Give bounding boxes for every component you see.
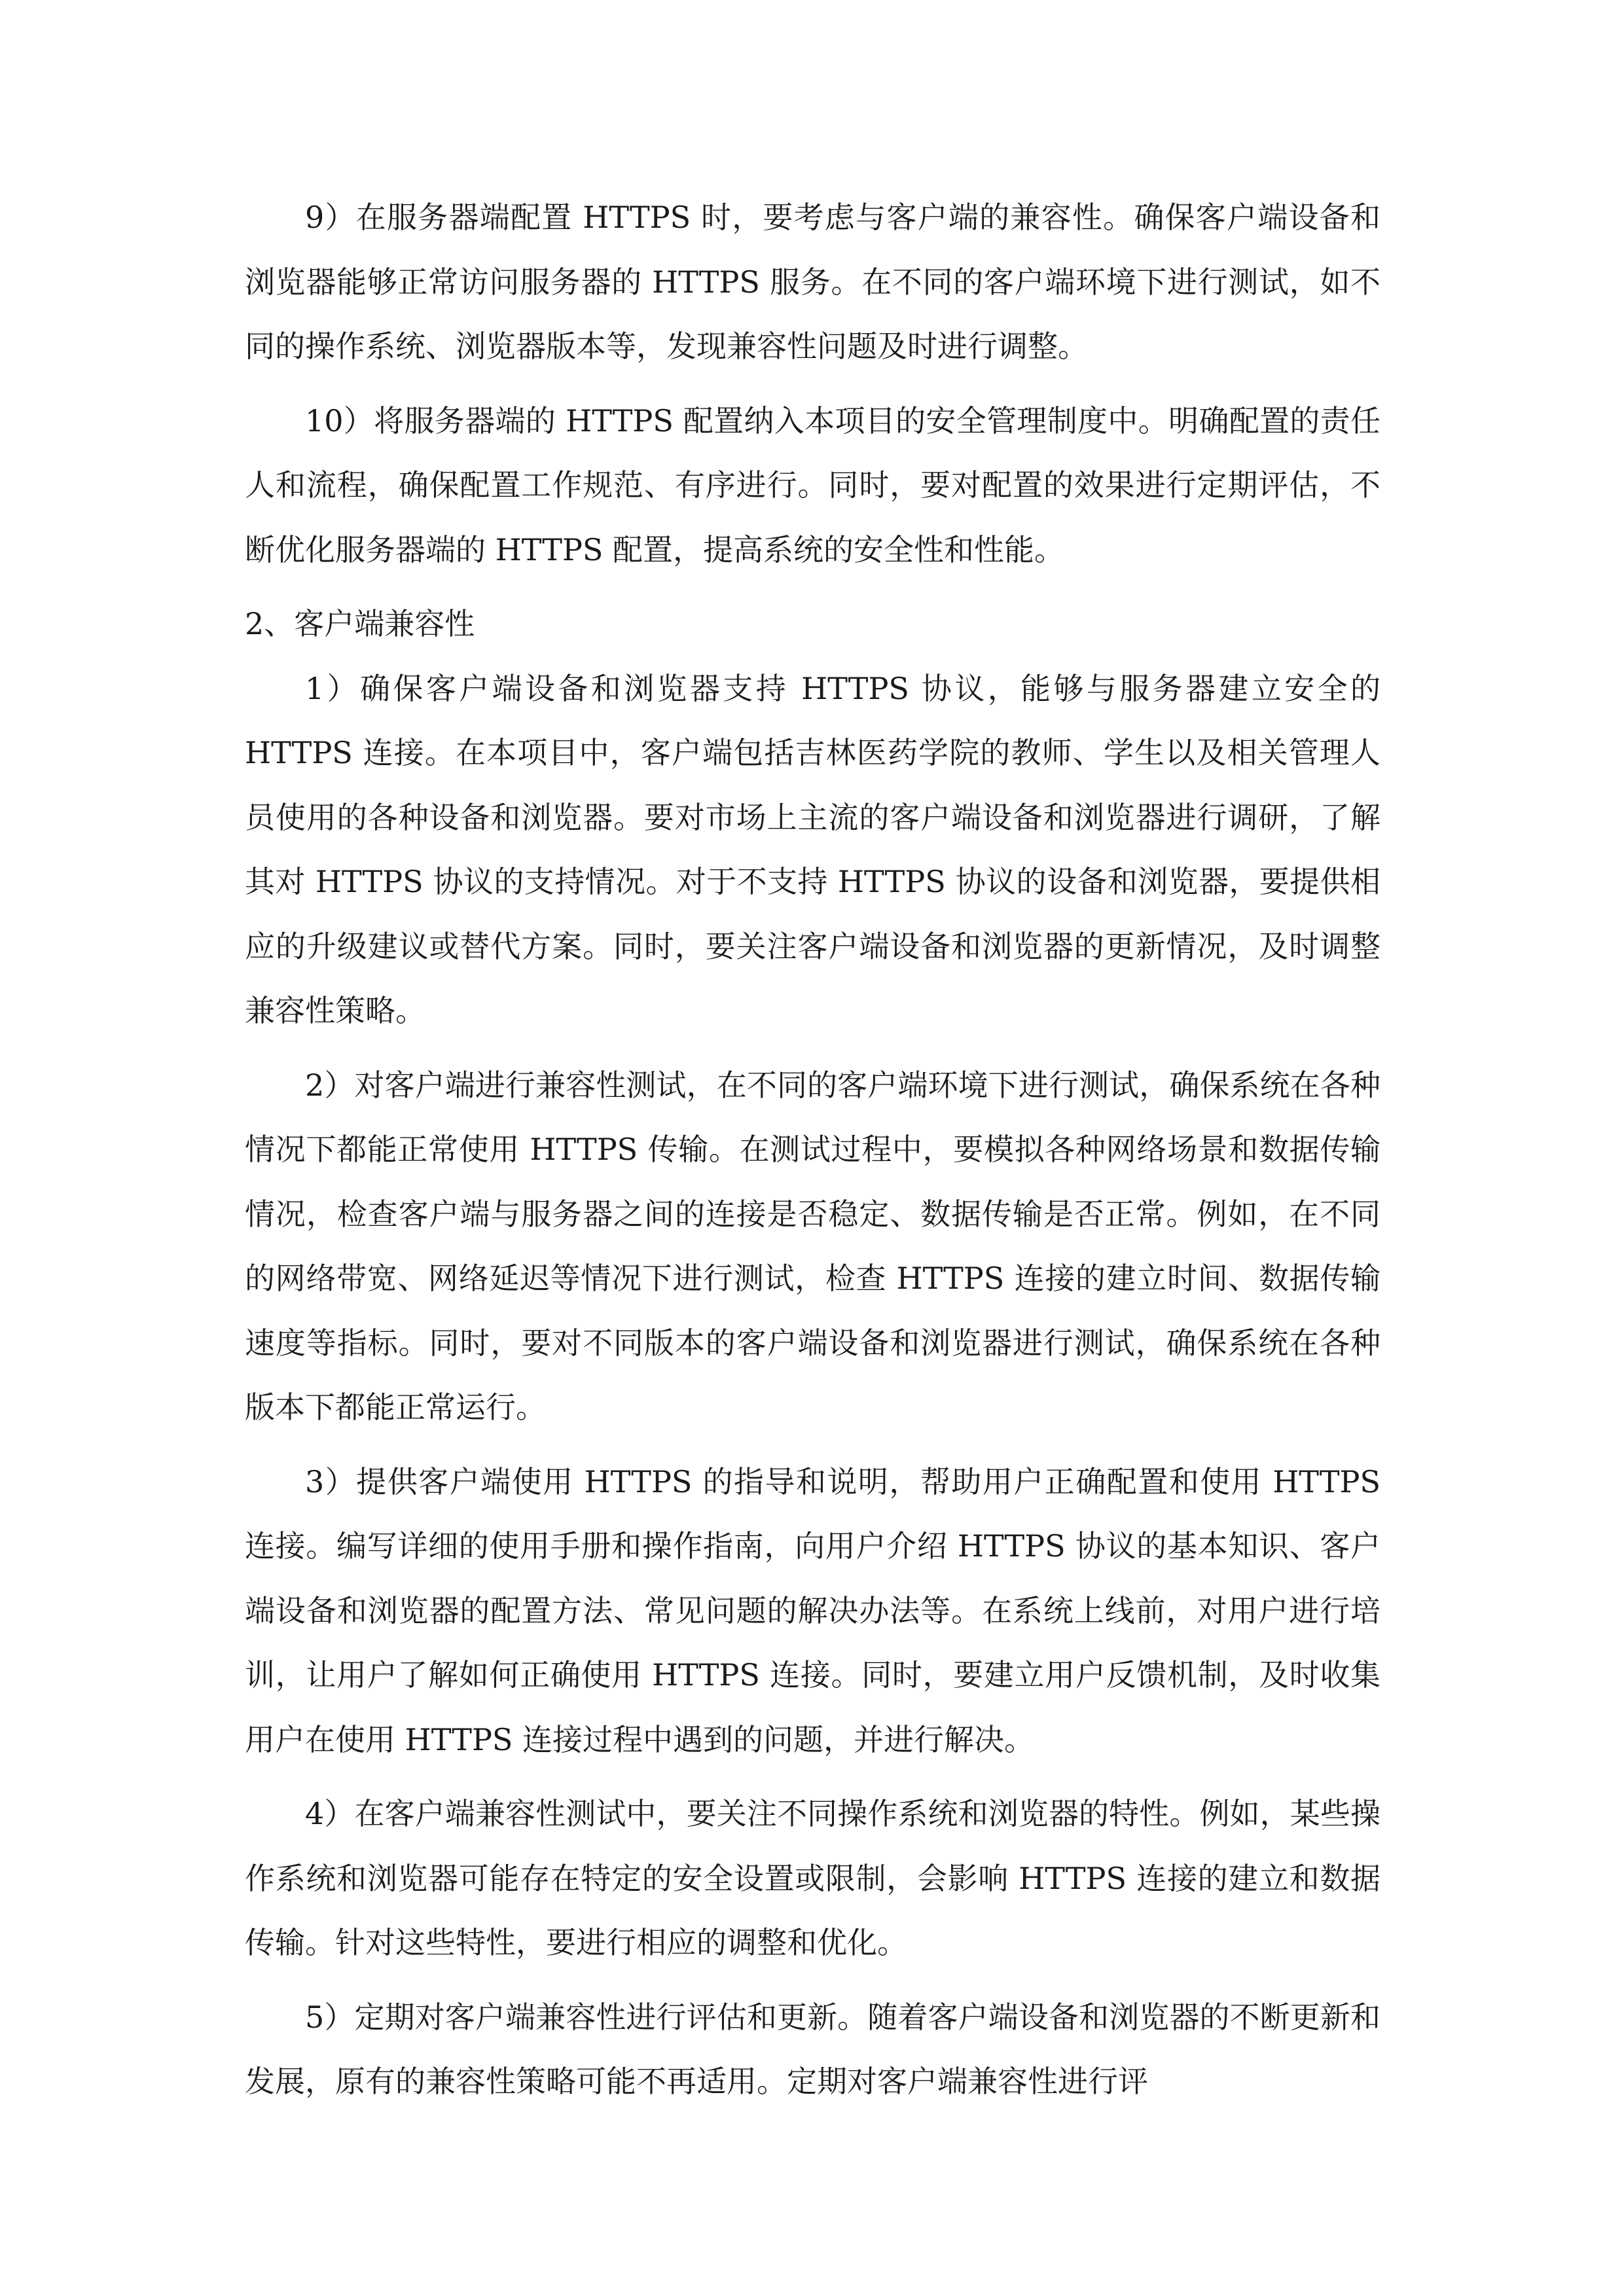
section-heading-client-compatibility: 2、客户端兼容性: [245, 606, 475, 641]
paragraph-security-management: 10）将服务器端的 HTTPS 配置纳入本项目的安全管理制度中。明确配置的责任人和流程，确保配置工作规范、有序进行。同时，要对配置的效果进行定期评估，不断优化服务器端的 HTTPS 配置，提高系统的安全性和性能。: [245, 403, 1380, 567]
paragraph-client-support: 1）确保客户端设备和浏览器支持 HTTPS 协议，能够与服务器建立安全的 HTTPS 连接。在本项目中，客户端包括吉林医药学院的教师、学生以及相关管理人员使用的各种设备和浏览器。要对市场上主流的客户端设备和浏览器进行调研，了解其对 HTTPS 协议的支持情况。对于不支持 HTTPS 协议的设备和浏览器，要提供相应的升级建议或替代方案。同时，要关注客户端设备和浏览器的更新情况，及时调整兼容性策略。: [245, 670, 1380, 1028]
paragraph-server-compatibility: 9）在服务器端配置 HTTPS 时，要考虑与客户端的兼容性。确保客户端设备和浏览器能够正常访问服务器的 HTTPS 服务。在不同的客户端环境下进行测试，如不同的操作系统、浏览器版本等，发现兼容性问题及时进行调整。: [245, 200, 1380, 364]
document-body: [245, 185, 1380, 2124]
paragraph-periodic-evaluation: 5）定期对客户端兼容性进行评估和更新。随着客户端设备和浏览器的不断更新和发展，原有的兼容性策略可能不再适用。定期对客户端兼容性进行评: [245, 1999, 1380, 2099]
paragraph-compatibility-testing: 2）对客户端进行兼容性测试，在不同的客户端环境下进行测试，确保系统在各种情况下都能正常使用 HTTPS 传输。在测试过程中，要模拟各种网络场景和数据传输情况，检查客户端与服务器之间的连接是否稳定、数据传输是否正常。例如，在不同的网络带宽、网络延迟等情况下进行测试，检查 HTTPS 连接的建立时间、数据传输速度等指标。同时，要对不同版本的客户端设备和浏览器进行测试，确保系统在各种版本下都能正常运行。: [245, 1067, 1380, 1425]
paragraph-os-browser-features: 4）在客户端兼容性测试中，要关注不同操作系统和浏览器的特性。例如，某些操作系统和浏览器可能存在特定的安全设置或限制，会影响 HTTPS 连接的建立和数据传输。针对这些特性，要进行相应的调整和优化。: [245, 1796, 1380, 1960]
paragraph-user-guidance: 3）提供客户端使用 HTTPS 的指导和说明，帮助用户正确配置和使用 HTTPS 连接。编写详细的使用手册和操作指南，向用户介绍 HTTPS 协议的基本知识、客户端设备和浏览器的配置方法、常见问题的解决办法等。在系统上线前，对用户进行培训，让用户了解如何正确使用 HTTPS 连接。同时，要建立用户反馈机制，及时收集用户在使用 HTTPS 连接过程中遇到的问题，并进行解决。: [245, 1463, 1380, 1757]
